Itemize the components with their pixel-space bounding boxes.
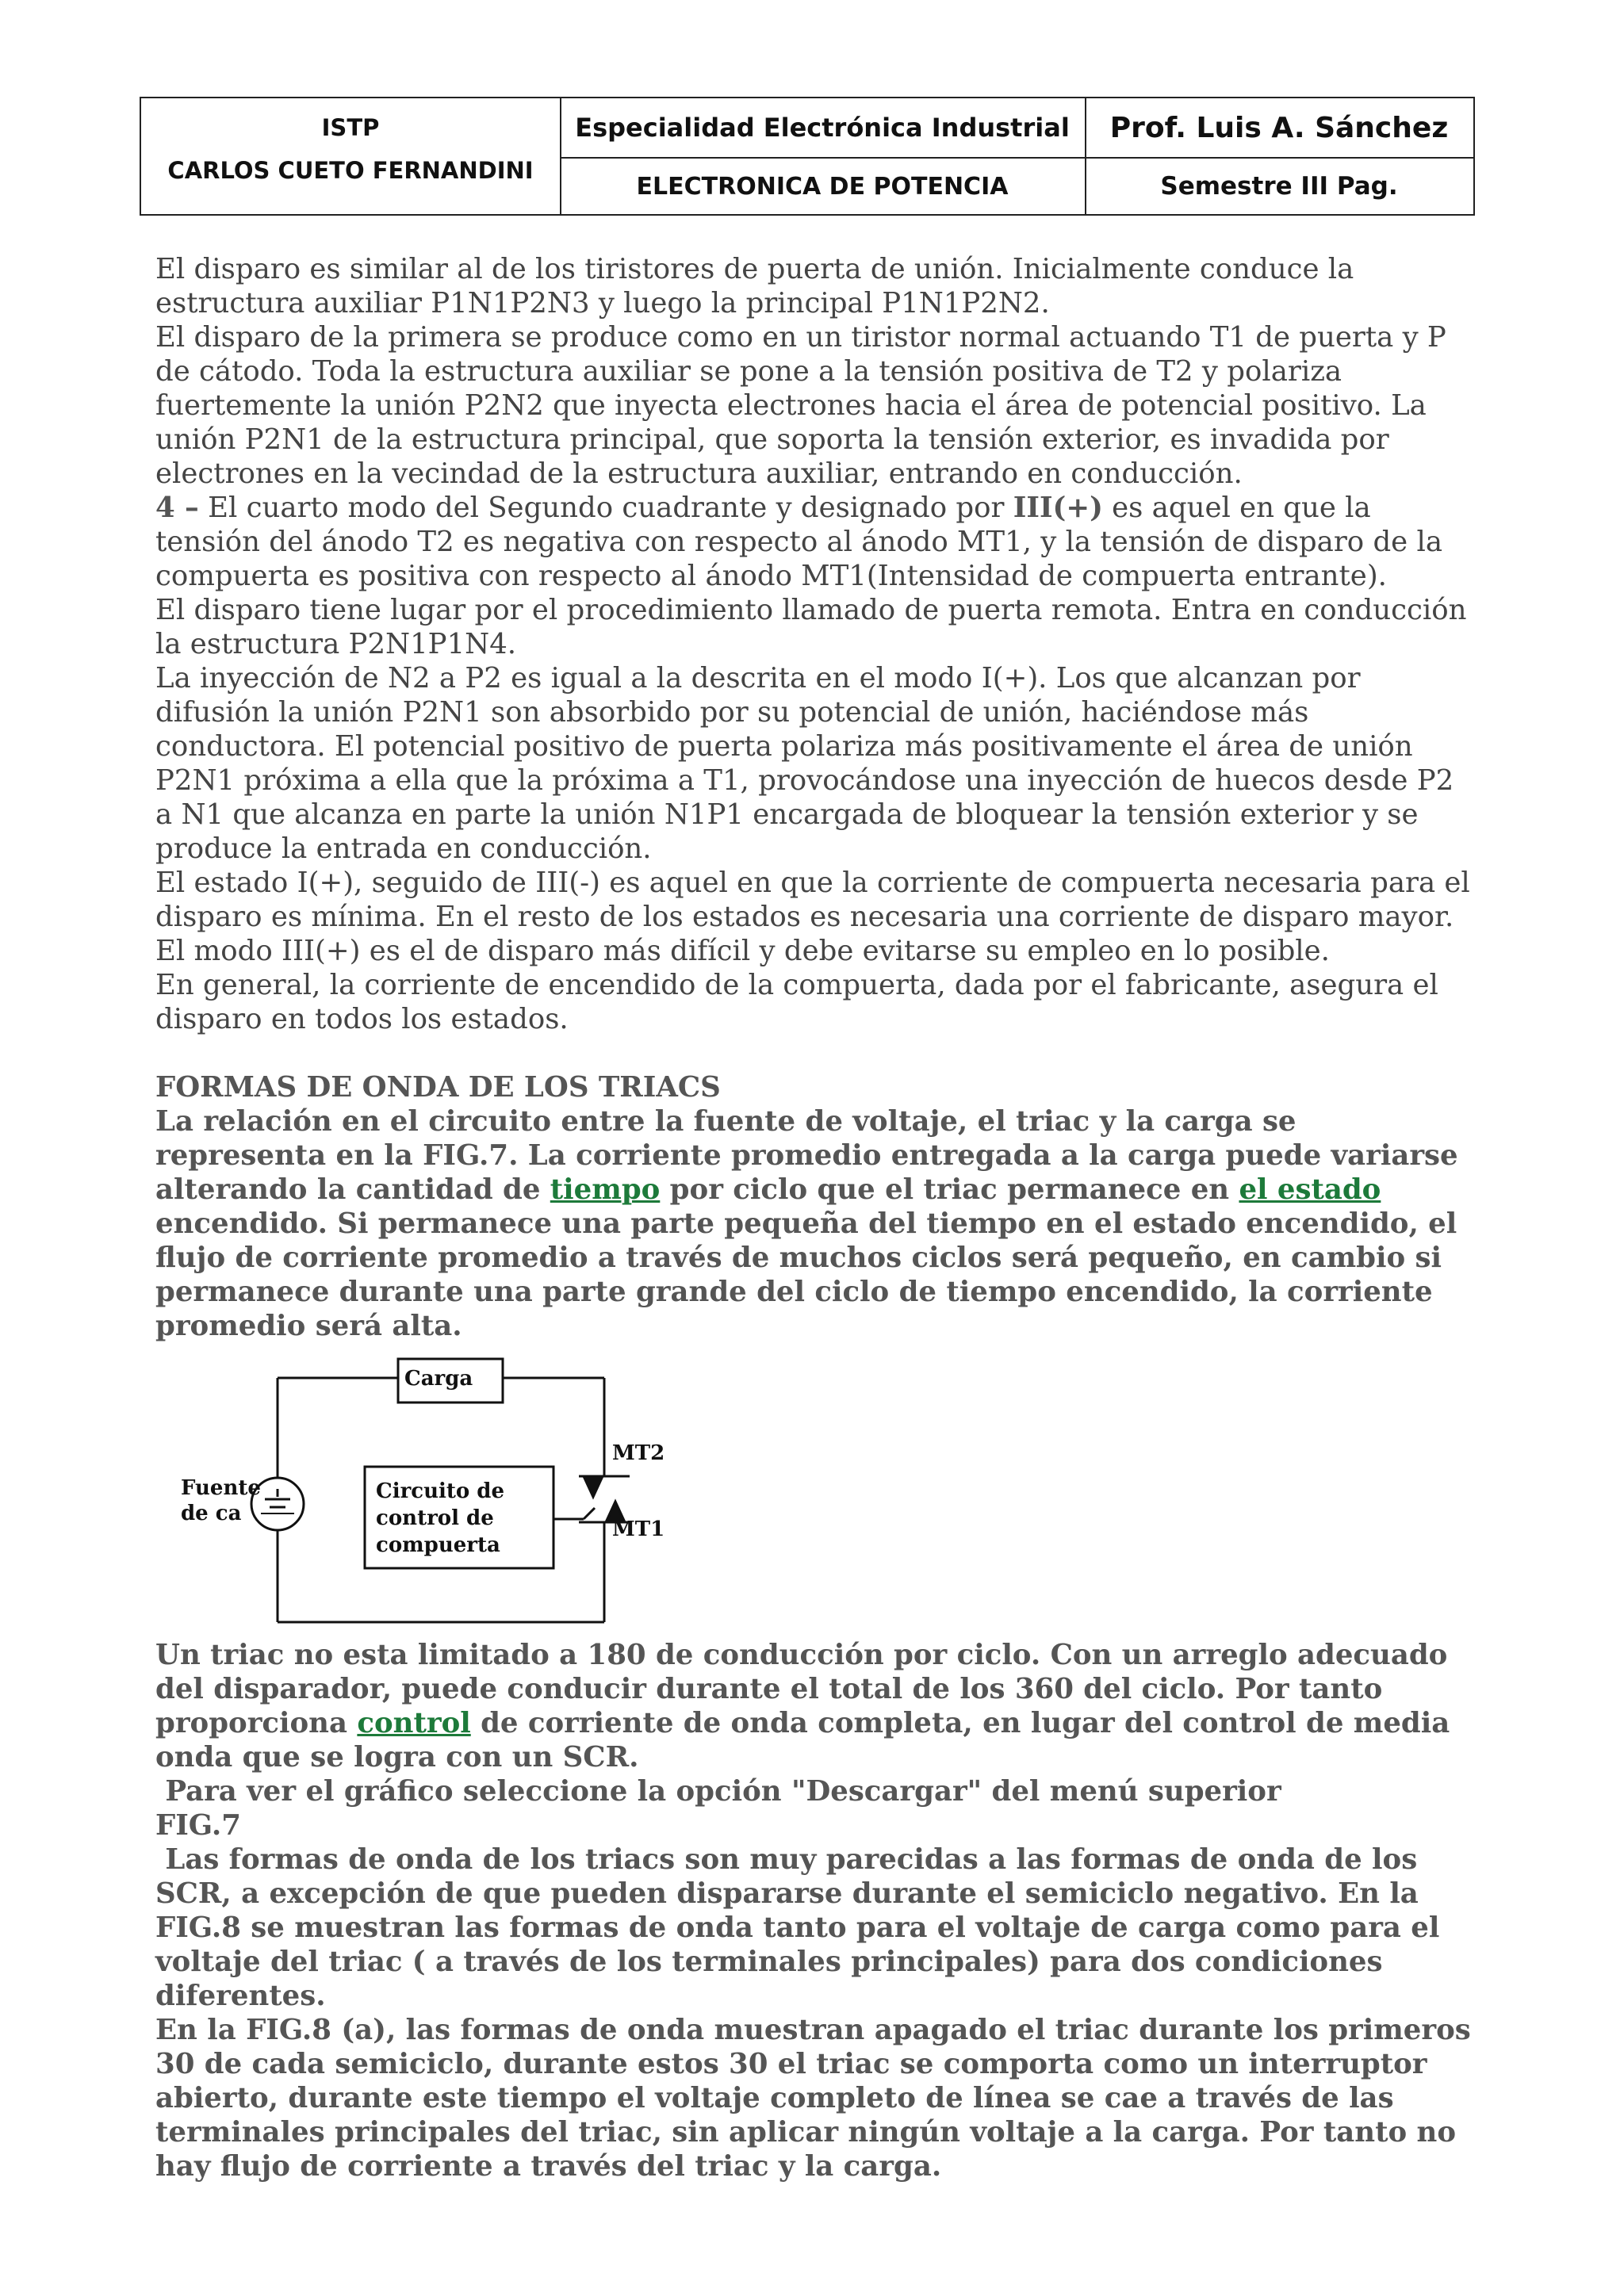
paragraph: El disparo es similar al de los tiristores de puerta de unión. Inicialmente conduce la estructura auxiliar P1N1P2N3 y luego la principal P1N1P2N2. [155,253,1354,320]
mt1-label: MT1 [612,1517,665,1541]
figure-caption: FIG.7 [155,1809,241,1842]
paragraph: Un triac no esta limitado a 180 de conducción por ciclo. Con un arreglo adecuado del disparador, puede conducir durante el total de los 360 del ciclo. Por tanto proporciona control de corriente de onda completa, en lugar del control de media onda que se logra con un SCR. [155,1639,1450,1774]
header-table [140,97,1475,216]
link-tiempo[interactable]: tiempo [550,1173,661,1206]
paragraph: 4 – El cuarto modo del Segundo cuadrante y designado por III(+) es aquel en que la tensión del ánodo T2 es negativa con respecto al ánodo MT1, y la tensión de disparo de la compuerta es positiva con respecto al ánodo MT1(Intensidad de compuerta entrante). [155,492,1442,592]
course-name: ELECTRONICA DE POTENCIA [636,172,1009,201]
paragraph: Para ver el gráfico seleccione la opción "Descargar" del menú superior [155,1775,1281,1808]
paragraph: El disparo de la primera se produce como en un tiristor normal actuando T1 de puerta y P de cátodo. Toda la estructura auxiliar se pone a la tensión positiva de T2 y polariza fuertemente la unión P2N2 que inyecta electrones hacia el área de potencial positivo. La unión P2N1 de la estructura principal, que soporta la tensión exterior, es invadida por electrones en la vecindad de la estructura auxiliar, entrando en conducción. [155,321,1446,490]
document-body [155,252,1475,2183]
fig7-circuit-diagram [168,1349,723,1635]
paragraph: Las formas de onda de los triacs son muy parecidas a las formas de onda de los SCR, a excepción de que pueden dispararse durante el semiciclo negativo. En la FIG.8 se muestran las formas de onda tanto para el voltaje de carga como para el voltaje del triac ( a través de los terminales principales) para dos condiciones diferentes. [155,1843,1450,2012]
professor-name: Prof. Luis A. Sánchez [1109,111,1449,144]
paragraph: El estado I(+), seguido de III(-) es aquel en que la corriente de compuerta necesaria para el disparo es mínima. En el resto de los estados es necesaria una corriente de disparo mayor. El modo III(+) es el de disparo más difícil y debe evitarse su empleo en lo posible. [155,867,1470,967]
paragraph: En la FIG.8 (a), las formas de onda muestran apagado el triac durante los primeros 30 de cada semiciclo, durante estos 30 el triac se comporta como un interruptor abierto, durante este tiempo el voltaje completo de línea se cae a través de las terminales principales del triac, sin aplicar ningún voltaje a la carga. Por tanto no hay flujo de corriente a través del triac y la carga. [155,2014,1471,2183]
section-title: FORMAS DE ONDA DE LOS TRIACS [155,1071,721,1104]
item-number: 4 – [155,492,199,524]
semester-page: Semestre III Pag. [1160,172,1398,201]
source-label-line2: de ca [181,1502,242,1525]
paragraph: En general, la corriente de encendido de la compuerta, dada por el fabricante, asegura el disparo en todos los estados. [155,969,1438,1035]
school-abbrev: ISTP [321,114,380,141]
mt2-label: MT2 [612,1441,665,1465]
school-name: CARLOS CUETO FERNANDINI [167,157,534,184]
gate-circuit-label-line1: Circuito de [376,1479,505,1503]
gate-circuit-label-line3: compuerta [376,1533,500,1557]
paragraph: La relación en el circuito entre la fuente de voltaje, el triac y la carga se representa en la FIG.7. La corriente promedio entregada a la carga puede variarse alterando la cantidad de tiempo por ciclo que el triac permanece en el estado encendido. Si permanece una parte pequeña del tiempo en el estado encendido, el flujo de corriente promedio a través de muchos ciclos será pequeño, en cambio si permanece durante una parte grande del ciclo de tiempo encendido, la corriente promedio será alta. [155,1105,1458,1342]
paragraph: La inyección de N2 a P2 es igual a la descrita en el modo I(+). Los que alcanzan por difusión la unión P2N1 son absorbido por su potencial de unión, haciéndose más conductora. El potencial positivo de puerta polariza más positivamente el área de unión P2N1 próxima a ella que la próxima a T1, provocándose una inyección de huecos desde P2 a N1 que alcanza en parte la unión N1P1 encargada de bloquear la tensión exterior y se produce la entrada en conducción. [155,662,1454,865]
mode-label: III(+) [1013,492,1103,524]
link-control[interactable]: control [357,1707,471,1739]
link-el-estado[interactable]: el estado [1239,1173,1381,1206]
load-label: Carga [404,1367,473,1391]
specialty: Especialidad Electrónica Industrial [575,113,1070,143]
paragraph: El disparo tiene lugar por el procedimiento llamado de puerta remota. Entra en conducción la estructura P2N1P1N4. [155,594,1467,660]
triac-waveforms-section [155,1070,1475,2183]
source-label-line1: Fuente [181,1476,261,1500]
gate-circuit-label-line2: control de [376,1506,494,1530]
